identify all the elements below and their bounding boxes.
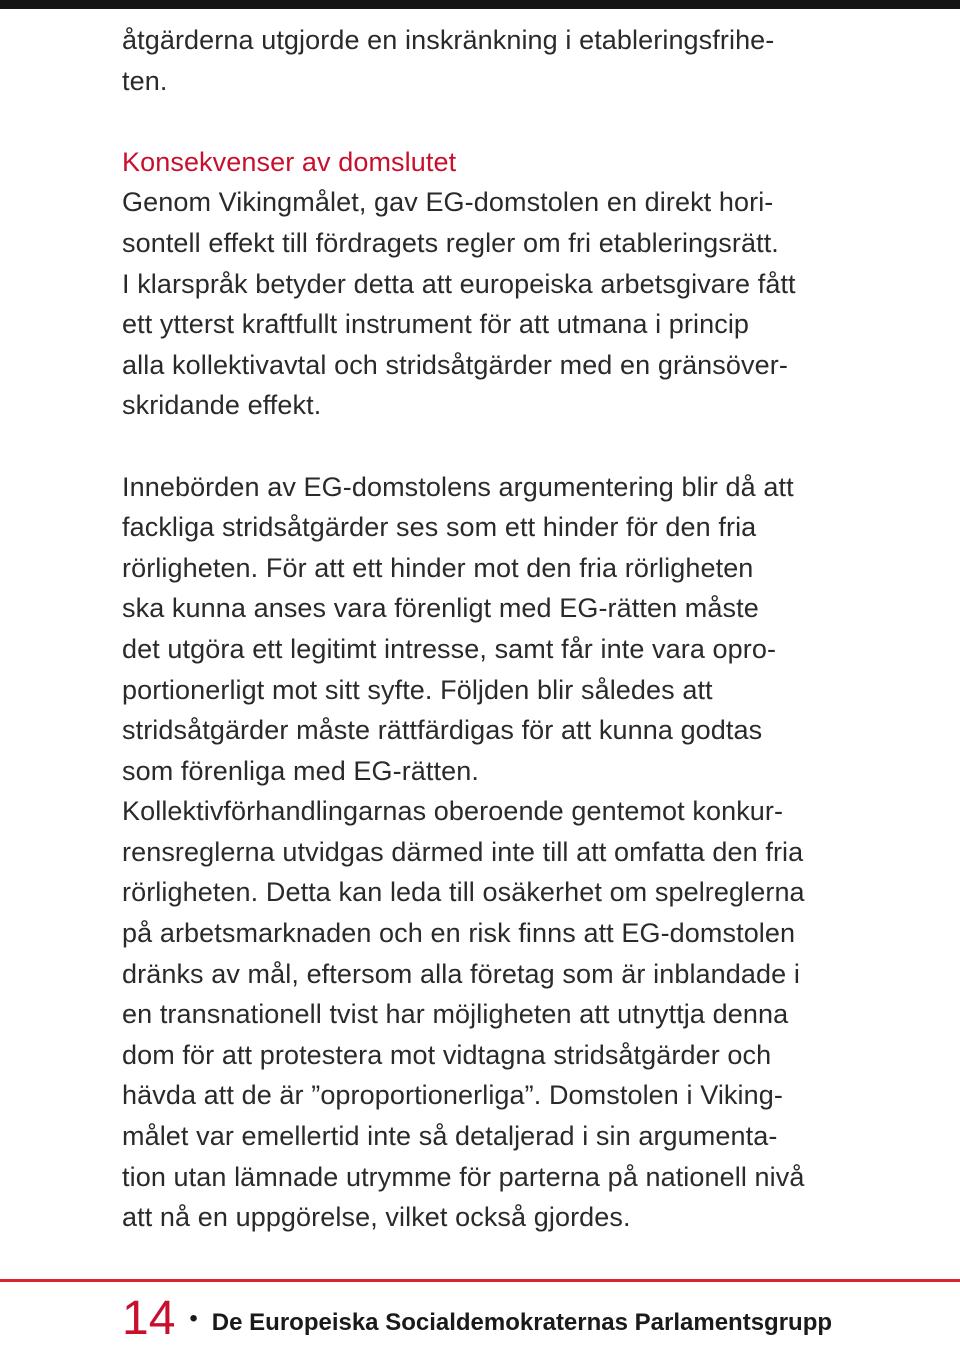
intro-continuation: åtgärderna utgjorde en inskränkning i etableringsfrihe- ten. (122, 25, 775, 96)
section-heading: Konsekvenser av domslutet (122, 146, 457, 177)
paragraph-gap (122, 101, 838, 142)
top-rule (0, 0, 960, 9)
publication-title: De Europeiska Socialdemokraternas Parlamentsgrupp (211, 1309, 833, 1336)
page-footer (122, 1294, 832, 1344)
page-number: 14 (122, 1292, 176, 1345)
paragraph-gap (122, 426, 838, 467)
paragraph-1: Genom Vikingmålet, gav EG-domstolen en direkt hori- sontell effekt till fördragets regler om fri etableringsrätt. I klarspråk betyder detta att europeiska arbetsgivare fått ett ytterst kraftfullt instrument för att utmana i princip alla kollektivavtal och stridsåtgärder med en gränsöver- skridande effekt. (122, 187, 796, 421)
footer-separator: • (189, 1305, 198, 1332)
footer-rule (0, 1279, 960, 1282)
body-text (122, 20, 838, 1238)
paragraph-3: Kollektivförhandlingarnas oberoende gentemot konkur- rensreglerna utvidgas därmed inte till att omfatta den fria rörligheten. Detta kan leda till osäkerhet om spelreglerna på arbetsmarknaden och en risk finns att EG-domstolen dränks av mål, eftersom alla företag som är inblandade i en transnationell tvist har möjligheten att utnyttja denna dom för att protestera mot vidtagna stridsåtgärder och hävda att de är ”oproportionerliga”. Domstolen i Viking- målet var emellertid inte så detaljerad i sin argumenta- tion utan lämnade utrymme för parterna på nationell nivå att nå en uppgörelse, vilket också gjordes. (122, 796, 805, 1233)
paragraph-2: Innebörden av EG-domstolens argumentering blir då att fackliga stridsåtgärder ses som ett hinder för den fria rörligheten. För att ett hinder mot den fria rörligheten ska kunna anses vara förenligt med EG-rätten måste det utgöra ett legitimt intresse, samt får inte vara opro- portionerligt mot sitt syfte. Följden blir således att stridsåtgärder måste rättfärdigas för att kunna godtas som förenliga med EG-rätten. (122, 471, 794, 786)
